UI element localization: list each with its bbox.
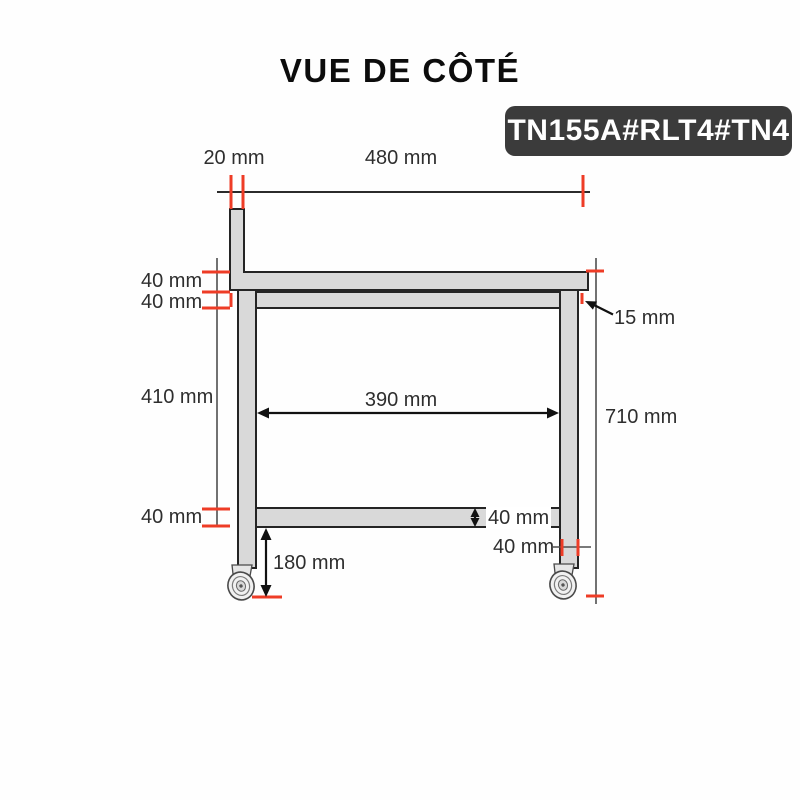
- dim-leg-width-label: 40 mm: [493, 536, 555, 558]
- dim-inner-width-label: 390 mm: [364, 389, 438, 411]
- red-tick-marks: [202, 175, 604, 597]
- left-leg: [238, 290, 256, 568]
- dim-top-length-label: 480 mm: [364, 147, 438, 169]
- tabletop-with-lip: [230, 209, 588, 290]
- product-code-text: TN155A#RLT4#TN4: [507, 114, 790, 147]
- dim-frame-height-label: 40 mm: [141, 291, 203, 313]
- page-title: VUE DE CÔTÉ: [279, 52, 521, 89]
- dim-ground-clearance-label: 180 mm: [273, 552, 346, 574]
- dim-lip-width-label: 20 mm: [203, 147, 265, 169]
- dim-top-thickness-label: 40 mm: [141, 270, 203, 292]
- right-caster: [546, 564, 579, 602]
- dim-overall-height-label: 710 mm: [605, 406, 678, 428]
- dim-shelf-thickness-label: 40 mm: [488, 507, 550, 529]
- right-leg: [560, 290, 578, 568]
- dim-shelf-height-left-label: 40 mm: [141, 506, 203, 528]
- dim-top-overhang-label: 15 mm: [614, 307, 676, 329]
- under-frame-rail: [256, 292, 560, 308]
- overhang-pointer-arrow: [585, 301, 613, 315]
- dim-leg-clearance-label: 410 mm: [141, 386, 214, 408]
- ground-clearance-arrow: [261, 528, 272, 597]
